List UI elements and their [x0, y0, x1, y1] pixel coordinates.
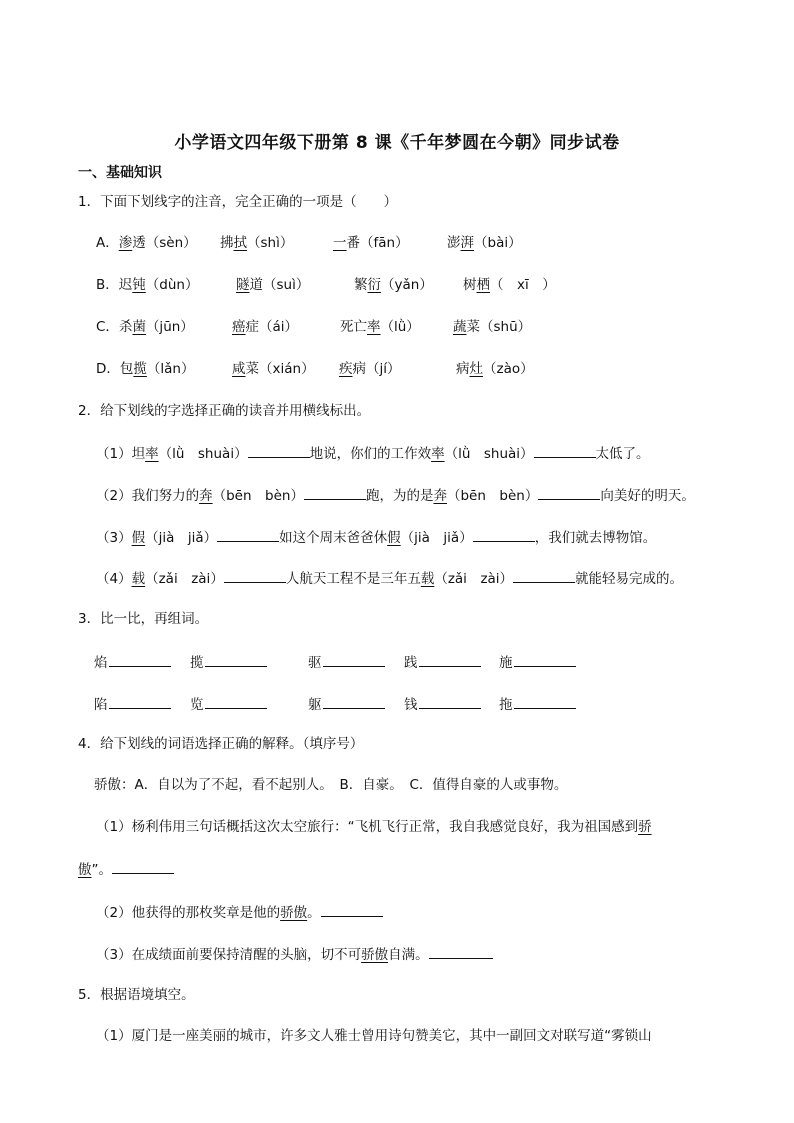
answer-blank[interactable] [323, 694, 385, 709]
q3-word-cell: 施 [499, 651, 576, 671]
answer-blank[interactable] [514, 652, 576, 667]
answer-blank[interactable] [513, 568, 575, 583]
q3-word-cell: 躯 [308, 693, 385, 713]
answer-blank[interactable] [429, 944, 493, 959]
q2-item-4: （4）载（zǎi zài） 人航天工程不是三年五载（zǎi zài） 就能轻易完成的。 [96, 568, 683, 588]
q1-option-b-2: 隧道（suì） [236, 277, 310, 293]
q3-word-cell: 陷 [94, 693, 171, 713]
q1-option-a-1: A．渗透（sèn） [96, 235, 197, 251]
answer-blank[interactable] [248, 443, 310, 458]
q4-definition: 骄傲：A．自以为了不起，看不起别人。 B．自豪。 C．值得自豪的人或事物。 [94, 777, 568, 793]
q1-option-d-3: 疾病（jí） [339, 361, 401, 377]
answer-blank[interactable] [112, 859, 174, 874]
q1-option-c-4: 蔬菜（shū） [453, 319, 532, 335]
q1-option-c-1: C．杀菌（jūn） [96, 319, 194, 335]
answer-blank[interactable] [109, 694, 171, 709]
q3-word-cell: 览 [190, 693, 267, 713]
answer-blank[interactable] [205, 694, 267, 709]
question-3-stem: 3．比一比，再组词。 [78, 611, 209, 627]
answer-blank[interactable] [514, 694, 576, 709]
q3-word-cell: 焰 [94, 651, 171, 671]
q3-word-cell: 驱 [308, 651, 385, 671]
q1-option-b-3: 繁衍（yǎn） [354, 277, 433, 293]
q4-sentence-1: （1）杨利伟用三句话概括这次太空旅行：“飞机飞行正常，我自我感觉良好，我为祖国感到骄 [96, 819, 652, 835]
answer-blank[interactable] [304, 485, 366, 500]
answer-blank[interactable] [224, 568, 286, 583]
q1-option-a-3: 一番（fān） [333, 235, 409, 251]
q1-option-c-3: 死亡率（lǜ） [340, 319, 420, 335]
q1-option-c-2: 癌症（ái） [232, 319, 299, 335]
q2-item-2: （2）我们努力的奔（bēn bèn） 跑，为的是奔（bēn bèn） 向美好的明天。 [96, 485, 695, 505]
q1-option-d-1: D．包揽（lǎn） [96, 361, 195, 377]
q1-option-d-2: 咸菜（xián） [232, 361, 315, 377]
answer-blank[interactable] [538, 485, 600, 500]
question-4-stem: 4．给下划线的词语选择正确的解释。（填序号） [78, 736, 364, 752]
page-title: 小学语文四年级下册第 8 课《千年梦圆在今朝》同步试卷 [174, 133, 620, 153]
q1-option-b-4: 树栖（ xī ） [463, 277, 556, 293]
question-1-stem: 1．下面下划线字的注音，完全正确的一项是（ ） [78, 194, 398, 210]
q4-sentence-2: （2）他获得的那枚奖章是他的骄傲。 [96, 902, 383, 922]
q1-option-a-2: 拂拭（shì） [220, 235, 294, 251]
q1-option-b-1: B．迟钝（dùn） [96, 277, 199, 293]
q4-sentence-1-cont: 傲”。 [78, 859, 174, 879]
q3-word-cell: 揽 [190, 651, 267, 671]
q3-word-cell: 践 [404, 651, 481, 671]
answer-blank[interactable] [217, 527, 279, 542]
answer-blank[interactable] [205, 652, 267, 667]
q1-option-a-4: 澎湃（bài） [447, 235, 522, 251]
q2-item-3: （3）假（jià jiǎ） 如这个周末爸爸休假（jià jiǎ） ，我们就去博物馆。 [96, 527, 656, 547]
q3-word-cell: 钱 [404, 693, 481, 713]
q1-option-d-4: 病灶（zào） [456, 361, 534, 377]
answer-blank[interactable] [419, 652, 481, 667]
question-5-stem: 5．根据语境填空。 [78, 987, 195, 1003]
answer-blank[interactable] [109, 652, 171, 667]
section-heading: 一、基础知识 [78, 165, 162, 181]
answer-blank[interactable] [473, 527, 535, 542]
answer-blank[interactable] [534, 443, 596, 458]
question-2-stem: 2．给下划线的字选择正确的读音并用横线标出。 [78, 403, 371, 419]
q2-item-1: （1）坦率（lǜ shuài） 地说，你们的工作效率（lǜ shuài） 太低了。 [96, 443, 650, 463]
q4-sentence-3: （3）在成绩面前要保持清醒的头脑，切不可骄傲自满。 [96, 944, 493, 964]
answer-blank[interactable] [321, 902, 383, 917]
answer-blank[interactable] [419, 694, 481, 709]
answer-blank[interactable] [323, 652, 385, 667]
q3-word-cell: 拖 [499, 693, 576, 713]
q5-sentence-1: （1）厦门是一座美丽的城市，许多文人雅士曾用诗句赞美它，其中一副回文对联写道“雾锁山 [96, 1028, 652, 1044]
